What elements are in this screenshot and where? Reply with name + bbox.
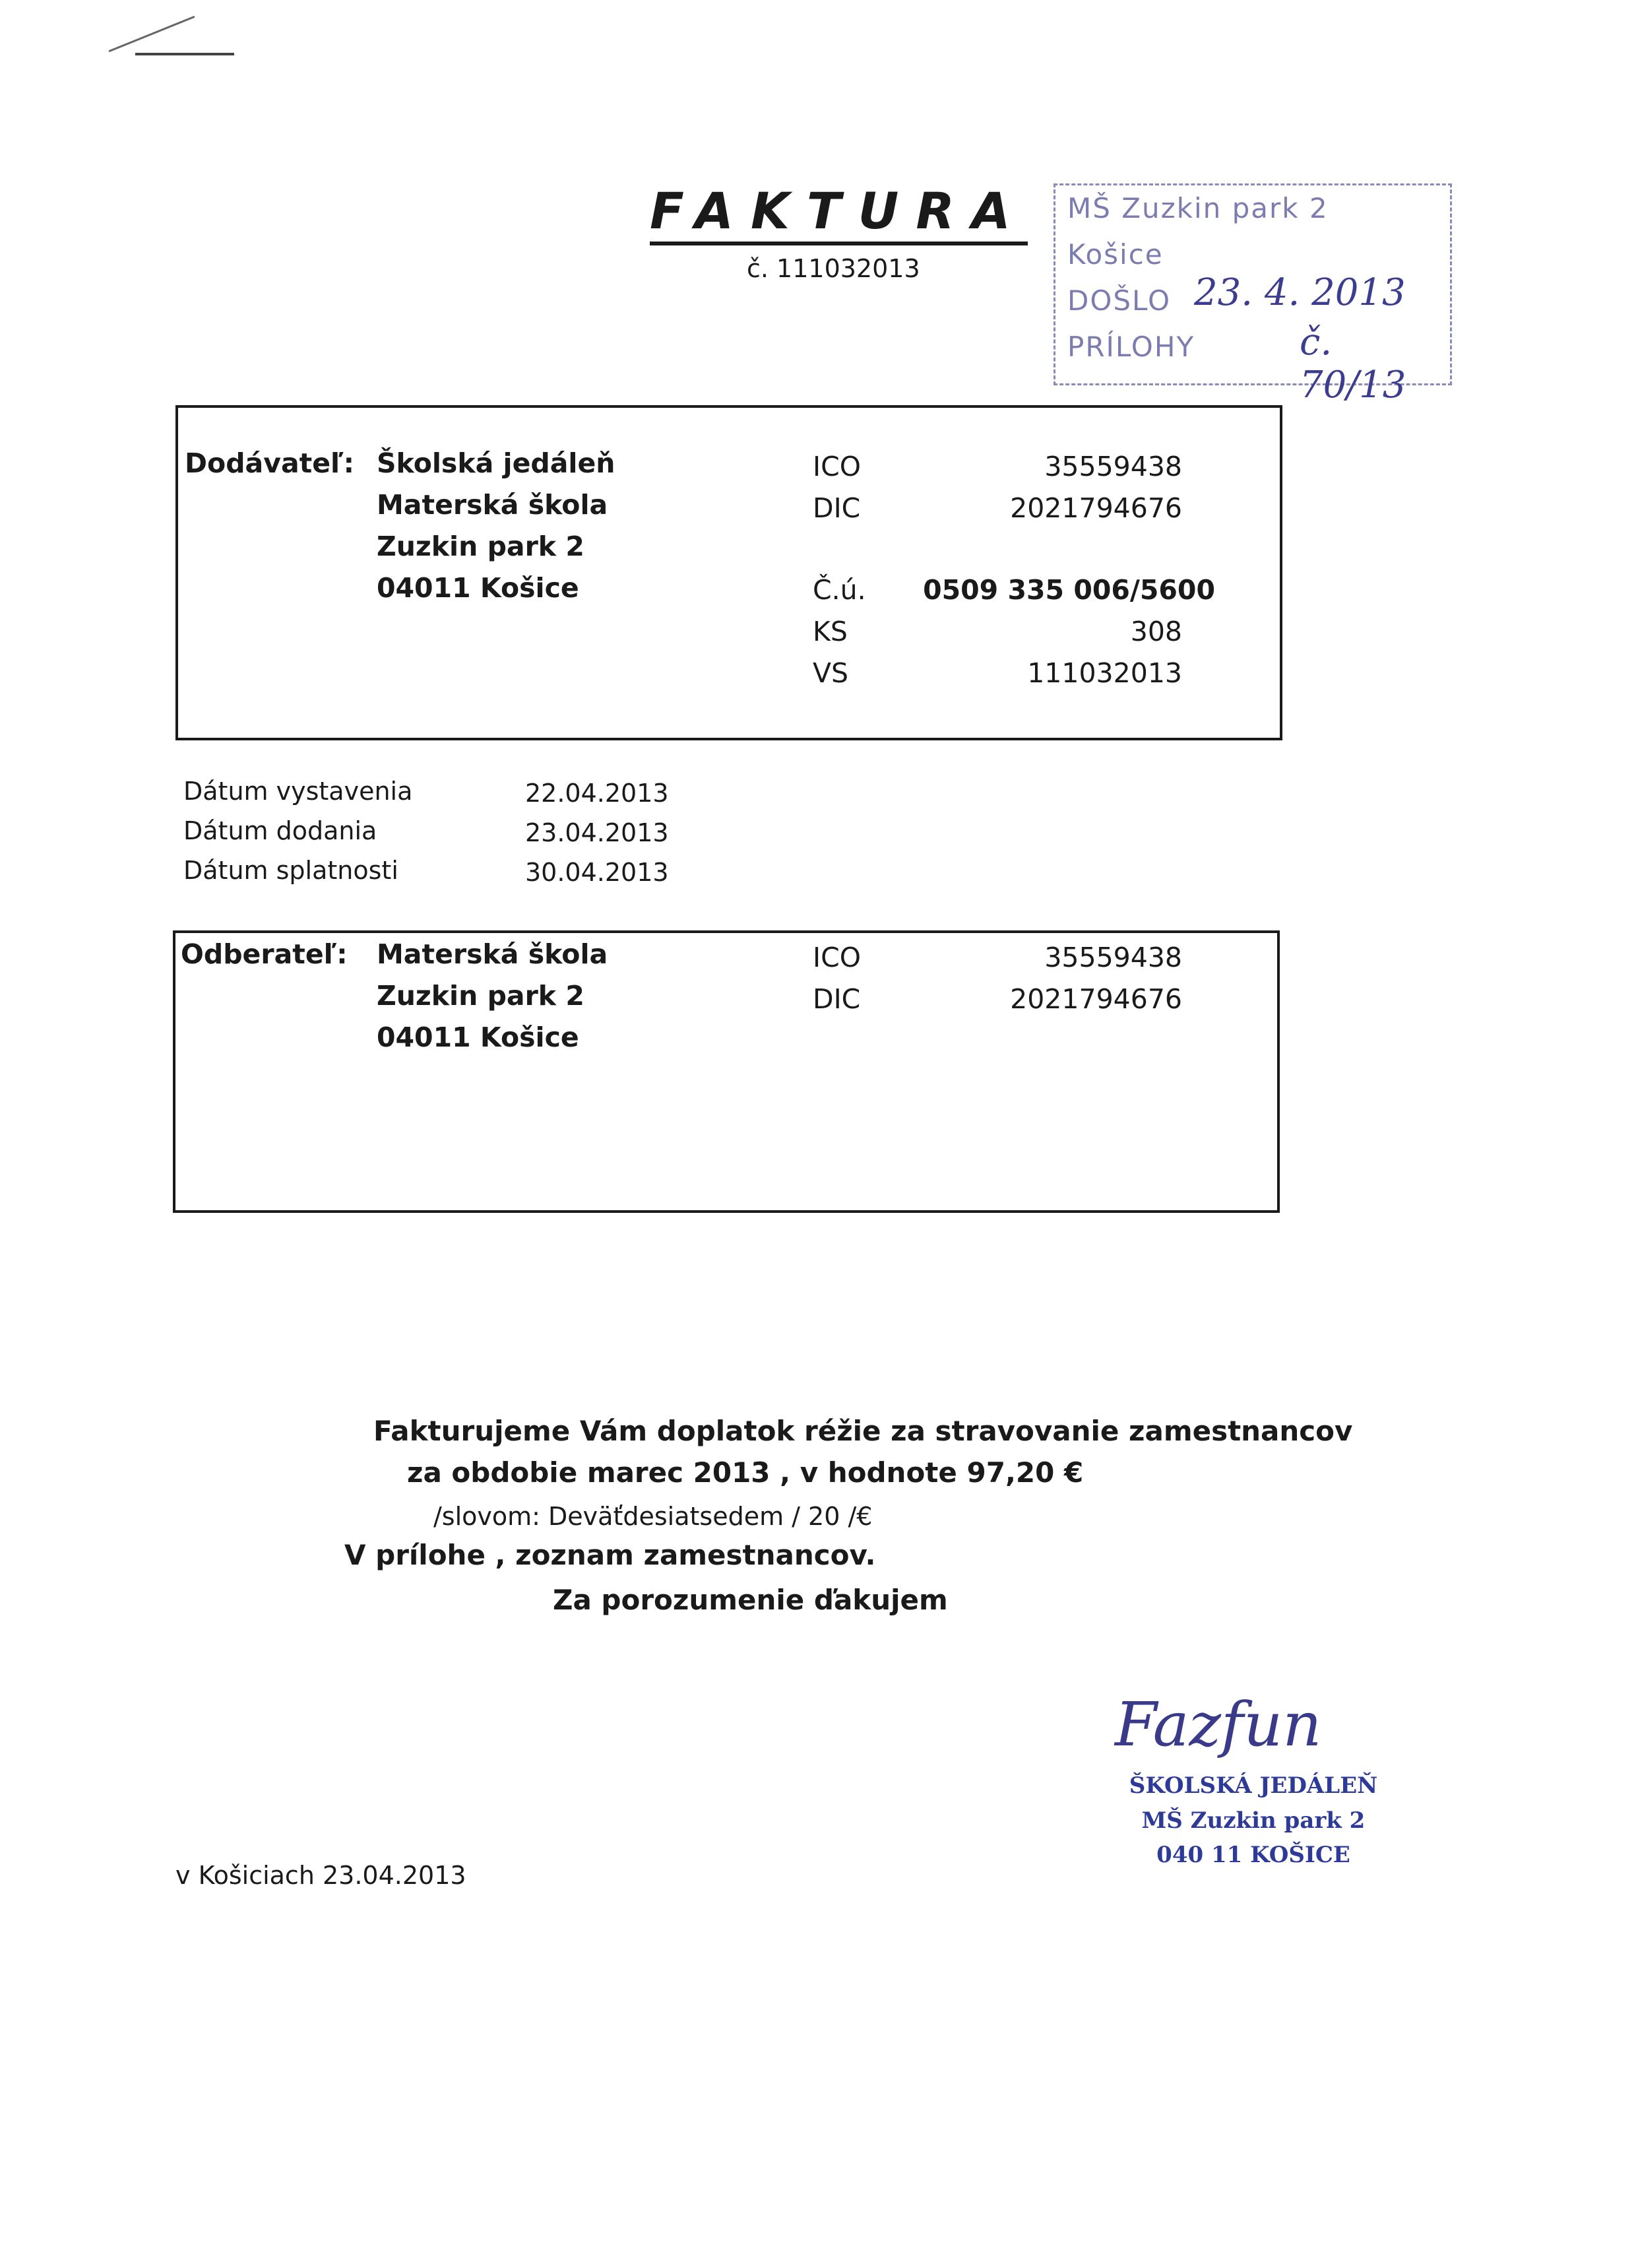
supplier-label: Dodávateľ: <box>185 447 355 479</box>
supplier-dic: 2021794676 <box>1010 492 1182 524</box>
pen-stroke <box>109 16 195 52</box>
supplier-address-1: Materská škola <box>377 489 608 521</box>
issued-date-label: Dátum vystavenia <box>183 777 413 806</box>
body-line-5: Za porozumenie ďakujem <box>553 1584 948 1616</box>
supplier-name: Školská jedáleň <box>377 447 615 479</box>
supplier-ico-label: ICO <box>813 451 861 482</box>
customer-dic: 2021794676 <box>1010 983 1182 1015</box>
supplier-vs: 111032013 <box>1027 657 1182 689</box>
customer-address-2: Zuzkin park 2 <box>377 980 584 1012</box>
supplier-address-2: Zuzkin park 2 <box>377 531 584 562</box>
customer-label: Odberateľ: <box>181 938 348 970</box>
signature: Fazfun <box>1115 1689 1322 1760</box>
stamp-received-label: DOŠLO <box>1067 284 1172 317</box>
body-line-2: za obdobie marec 2013 , v hodnote 97,20 € <box>407 1456 1084 1489</box>
received-stamp <box>1054 183 1452 406</box>
seal-line-1: ŠKOLSKÁ JEDÁLEŇ <box>1129 1772 1378 1799</box>
supplier-address-3: 04011 Košice <box>377 572 579 604</box>
customer-box <box>173 930 1280 1213</box>
school-seal <box>1082 1768 1425 1873</box>
invoice-title: FAKTURA <box>650 183 1028 245</box>
body-line-3: /slovom: Deväťdesiatsedem / 20 /€ <box>433 1502 873 1531</box>
customer-dic-label: DIC <box>813 983 861 1015</box>
customer-ico: 35559438 <box>1044 942 1182 973</box>
issued-date: 22.04.2013 <box>525 779 669 808</box>
supplier-ico: 35559438 <box>1044 451 1182 482</box>
supplier-account: 0509 335 006/5600 <box>923 574 1215 606</box>
seal-line-2: MŠ Zuzkin park 2 <box>1141 1807 1366 1834</box>
supplier-box <box>175 405 1282 740</box>
stamp-line-1: MŠ Zuzkin park 2 <box>1067 192 1329 224</box>
invoice-number: č. 111032013 <box>747 254 920 283</box>
delivery-date: 23.04.2013 <box>525 818 669 847</box>
due-date-label: Dátum splatnosti <box>183 856 398 885</box>
stamp-received-date: 23. 4. 2013 <box>1194 271 1406 314</box>
supplier-ks: 308 <box>1130 616 1182 647</box>
customer-address-3: 04011 Košice <box>377 1021 579 1053</box>
body-line-4: V prílohe , zoznam zamestnancov. <box>344 1539 876 1571</box>
pen-mark <box>135 53 234 55</box>
supplier-vs-label: VS <box>813 657 849 689</box>
body-line-1: Fakturujeme Vám doplatok réžie za stravovanie zamestnancov <box>373 1415 1353 1447</box>
customer-ico-label: ICO <box>813 942 861 973</box>
customer-address-1: Materská škola <box>377 938 608 970</box>
delivery-date-label: Dátum dodania <box>183 816 377 845</box>
due-date: 30.04.2013 <box>525 858 669 887</box>
place-date: v Košiciach 23.04.2013 <box>175 1861 466 1890</box>
seal-line-3: 040 11 KOŠICE <box>1156 1842 1350 1869</box>
supplier-account-label: Č.ú. <box>813 574 866 606</box>
stamp-line-2: Košice <box>1067 238 1164 271</box>
supplier-dic-label: DIC <box>813 492 861 524</box>
supplier-ks-label: KS <box>813 616 848 647</box>
stamp-attachments-label: PRÍLOHY <box>1067 331 1195 363</box>
stamp-attachments-number: č. 70/13 <box>1300 321 1406 406</box>
